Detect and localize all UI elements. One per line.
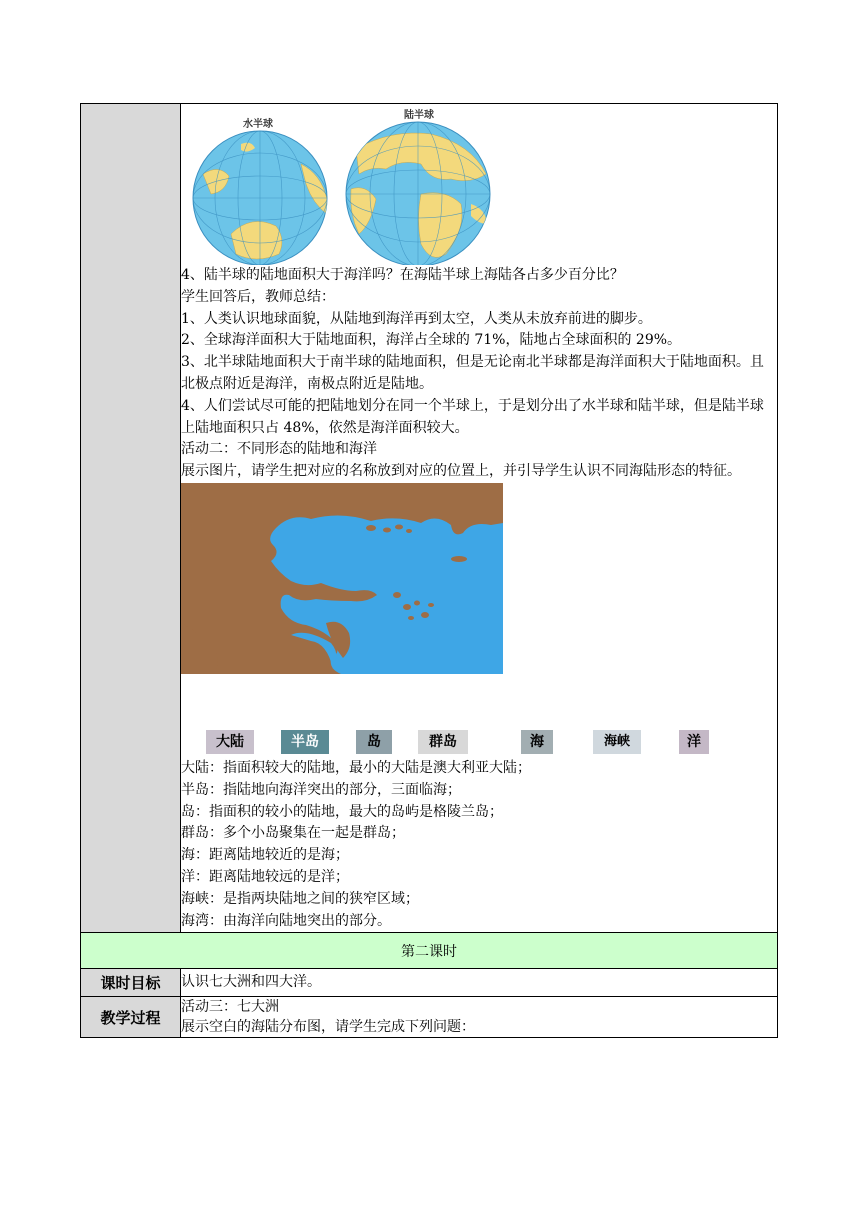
process-line: 展示空白的海陆分布图，请学生完成下列问题： bbox=[181, 1019, 475, 1036]
second-lesson-header: 第二课时 bbox=[81, 933, 778, 969]
paragraph: 1、人类认识地球面貌，从陆地到海洋再到太空，人类从未放弃前进的脚步。 bbox=[181, 310, 652, 327]
definition: 海湾：由海洋向陆地突出的部分。 bbox=[181, 912, 391, 929]
paragraph: 学生回答后，教师总结： bbox=[181, 288, 335, 305]
hemisphere-figure bbox=[181, 104, 777, 265]
second-lesson-row bbox=[81, 933, 778, 969]
water-hemisphere-globe bbox=[193, 117, 327, 265]
content-cell bbox=[181, 104, 778, 933]
label-card-continent[interactable] bbox=[206, 730, 254, 754]
label-card-text: 岛 bbox=[367, 733, 381, 750]
land-hemisphere-globe bbox=[346, 108, 490, 265]
land-sea-forms-figure bbox=[181, 483, 777, 720]
label-card-ocean[interactable] bbox=[679, 730, 709, 754]
process-cell bbox=[181, 997, 778, 1038]
hemispheres-svg bbox=[181, 104, 501, 265]
label-card-peninsula[interactable] bbox=[281, 730, 329, 754]
label-cards-row bbox=[181, 720, 777, 758]
land-sea-map-svg bbox=[181, 483, 503, 720]
left-label-cell bbox=[81, 104, 181, 933]
definition: 群岛：多个小岛聚集在一起是群岛； bbox=[181, 825, 405, 842]
label-card-text: 海 bbox=[530, 733, 544, 750]
definition: 半岛：指陆地向海洋突出的部分，三面临海； bbox=[181, 781, 461, 798]
definition: 海：距离陆地较近的是海； bbox=[181, 847, 349, 864]
definition: 海峡：是指两块陆地之间的狭窄区域； bbox=[181, 890, 419, 907]
label-card-text: 大陆 bbox=[216, 733, 244, 750]
label-card-text: 群岛 bbox=[429, 733, 457, 750]
label-card-island[interactable] bbox=[356, 730, 392, 754]
content-row bbox=[81, 104, 778, 933]
paragraph: 展示图片，请学生把对应的名称放到对应的位置上，并引导学生认识不同海陆形态的特征。 bbox=[181, 463, 741, 480]
paragraph: 4、陆半球的陆地面积大于海洋吗？在海陆半球上海陆各占多少百分比？ bbox=[181, 267, 624, 283]
paragraph: 4、人们尝试尽可能的把陆地划分在同一个半球上，于是划分出了水半球和陆半球，但是陆半球上陆地面积只占 48%，依然是海洋面积较大。 bbox=[181, 397, 764, 436]
label-card-text: 海峡 bbox=[603, 733, 630, 749]
process-row bbox=[81, 997, 778, 1038]
lesson-table bbox=[80, 103, 778, 1038]
water-hemisphere-label: 水半球 bbox=[243, 119, 273, 130]
process-label: 教学过程 bbox=[81, 997, 181, 1038]
goal-cell bbox=[181, 969, 778, 997]
definition: 大陆：指面积较大的陆地，最小的大陆是澳大利亚大陆； bbox=[181, 759, 531, 776]
label-card-strait[interactable] bbox=[593, 730, 641, 754]
paragraph: 2、全球海洋面积大于陆地面积，海洋占全球的 71%，陆地占全球面积的 29%。 bbox=[181, 332, 682, 349]
label-card-text: 半岛 bbox=[291, 733, 319, 750]
goal-text: 认识七大洲和四大洋。 bbox=[181, 973, 321, 990]
goal-label: 课时目标 bbox=[81, 969, 181, 997]
definition: 洋：距离陆地较远的是洋； bbox=[181, 868, 349, 885]
definition: 岛：指面积的较小的陆地，最大的岛屿是格陵兰岛； bbox=[181, 803, 503, 820]
paragraph: 3、北半球陆地面积大于南半球的陆地面积，但是无论南北半球都是海洋面积大于陆地面积。且北极点附近是海洋，南极点附近是陆地。 bbox=[181, 354, 764, 392]
goal-row bbox=[81, 969, 778, 997]
process-line: 活动三：七大洲 bbox=[181, 999, 279, 1016]
label-card-sea[interactable] bbox=[521, 730, 553, 754]
paragraph: 活动二：不同形态的陆地和海洋 bbox=[181, 441, 377, 458]
label-card-archipelago[interactable] bbox=[418, 730, 468, 754]
label-card-text: 洋 bbox=[687, 733, 701, 750]
land-hemisphere-label: 陆半球 bbox=[404, 110, 434, 121]
